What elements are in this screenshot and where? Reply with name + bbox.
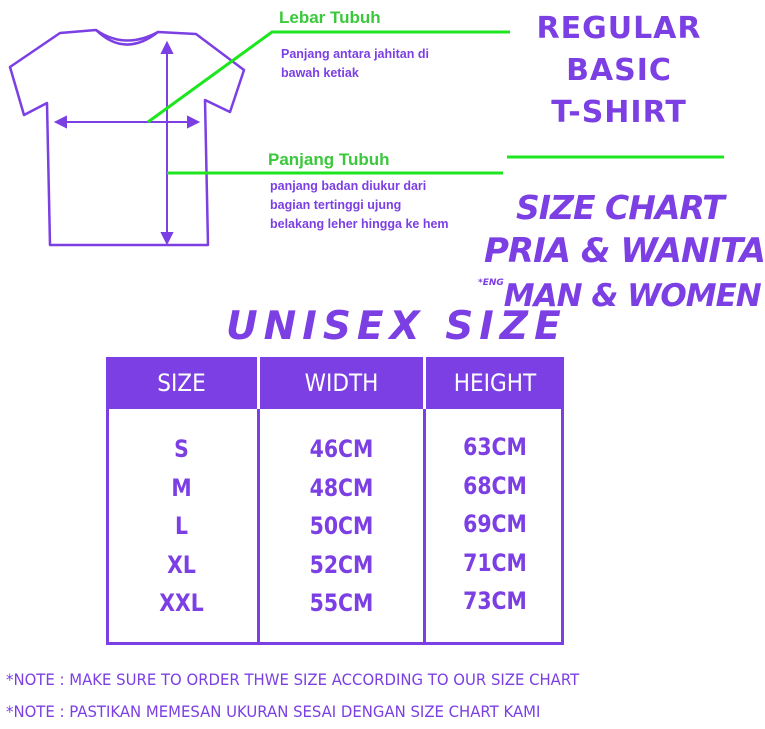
table-cell: 71CM: [463, 548, 527, 577]
length-arrow-icon: [162, 43, 172, 243]
width-description: Panjang antara jahitan di bawah ketiak: [281, 47, 429, 80]
table-cell: L: [174, 512, 188, 540]
header-size: SIZE: [157, 369, 206, 397]
table-cell: 46CM: [309, 435, 374, 463]
section-title: UNISEX SIZE: [226, 304, 567, 349]
note-indonesian: *NOTE : PASTIKAN MEMESAN UKURAN SESAI DENGAN SIZE CHART KAMI: [6, 702, 541, 721]
table-cell: 73CM: [463, 587, 527, 615]
table-cell: S: [174, 435, 189, 463]
length-label: Panjang Tubuh: [268, 150, 390, 169]
size-chart-heading: SIZE CHART: [516, 188, 724, 227]
width-label: Lebar Tubuh: [279, 8, 381, 27]
table-cell: 69CM: [463, 510, 527, 538]
table-cell: 55CM: [309, 589, 374, 617]
table-cell: 50CM: [309, 512, 374, 540]
tshirt-diagram: [0, 0, 260, 260]
note-english: *NOTE : MAKE SURE TO ORDER THWE SIZE ACCORDING TO OUR SIZE CHART: [6, 670, 580, 689]
gender-heading-eng: $^{*ENG}$MAN & WOMEN: [478, 278, 761, 314]
table-cell: XXL: [159, 589, 204, 617]
height-column: [436, 428, 553, 621]
gender-heading: PRIA & WANITA: [484, 231, 765, 271]
table-cell: 48CM: [309, 473, 374, 502]
width-column: [272, 430, 411, 623]
header-width: WIDTH: [304, 369, 379, 397]
tshirt-outline-icon: [10, 30, 244, 245]
table-cell: M: [171, 473, 192, 502]
width-arrow-icon: [56, 117, 198, 127]
header-height: HEIGHT: [453, 369, 537, 397]
table-cell: 52CM: [309, 550, 374, 579]
table-cell: 63CM: [463, 433, 527, 461]
size-column: [117, 430, 245, 623]
length-description: panjang badan diukur dari bagian tertinggi ujung belakang leher hingga ke hem: [270, 179, 449, 231]
column-divider: [257, 409, 260, 645]
column-divider: [423, 409, 426, 645]
eng-tag: *ENG: [478, 278, 504, 288]
product-title: REGULAR BASIC T-SHIRT: [536, 11, 702, 130]
table-cell: 68CM: [463, 471, 527, 500]
table-cell: XL: [167, 550, 196, 579]
